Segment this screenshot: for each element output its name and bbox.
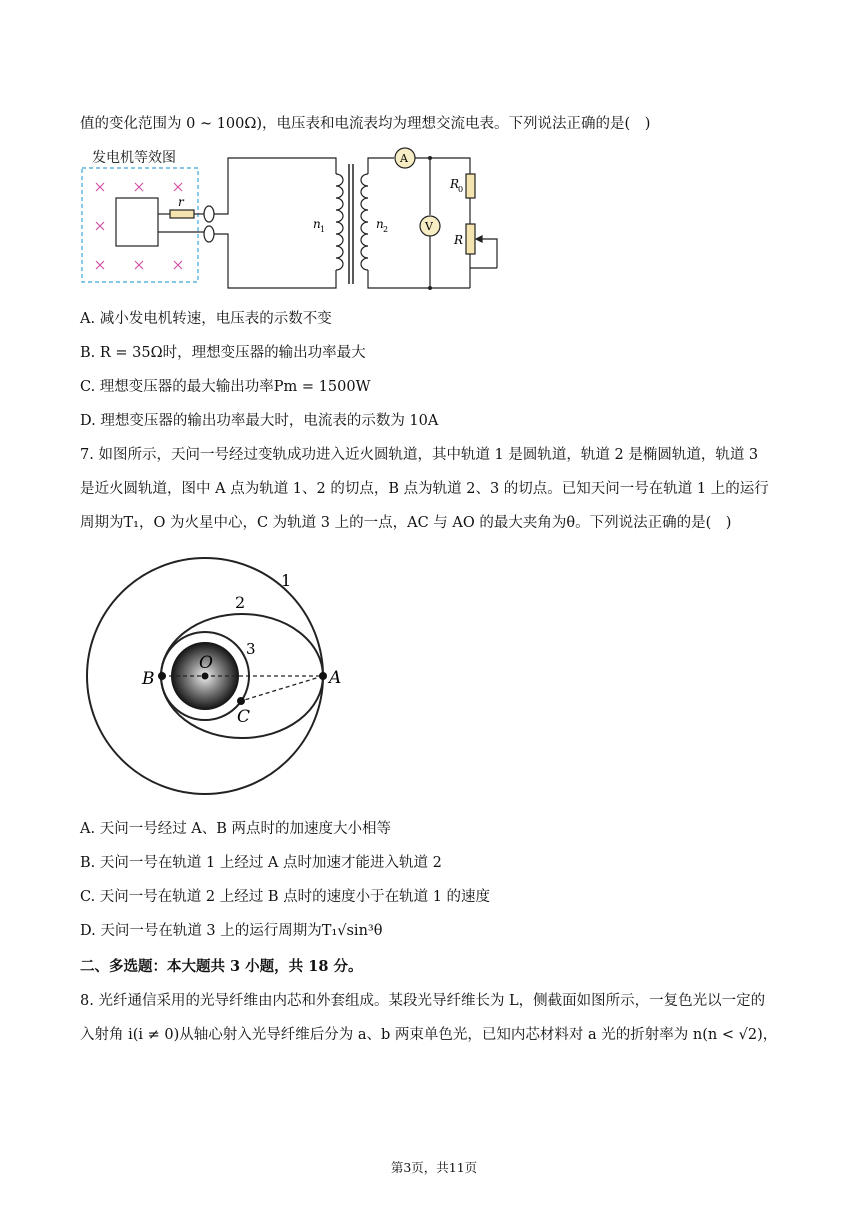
ammeter-label: A bbox=[400, 152, 408, 165]
q7-option-c: C. 天问一号在轨道 2 上经过 B 点时的速度小于在轨道 1 的速度 bbox=[80, 889, 491, 905]
q7-stem-line-1: 7. 如图所示，天问一号经过变轨成功进入近火圆轨道，其中轨道 1 是圆轨道，轨道 2 是椭圆轨道，轨道 3 bbox=[80, 447, 759, 463]
label-n2: n bbox=[376, 217, 384, 231]
q6-option-a: A. 减小发电机转速，电压表的示数不变 bbox=[80, 311, 332, 327]
label-n1: n bbox=[313, 217, 321, 231]
q8-stem-line-1: 8. 光纤通信采用的光导纤维由内芯和外套组成。某段光导纤维长为 L，侧截面如图所示，一复色光以一定的 bbox=[80, 993, 766, 1009]
q6-option-d: D. 理想变压器的输出功率最大时，电流表的示数为 10A bbox=[80, 413, 439, 429]
label-rheostat: R bbox=[454, 233, 464, 247]
generator-coil bbox=[116, 198, 158, 246]
q7-stem-line-3: 周期为T₁，O 为火星中心，C 为轨道 3 上的一点，AC 与 AO 的最大夹角为θ。下列说法正确的是( ) bbox=[80, 515, 732, 531]
internal-resistor-r bbox=[170, 210, 194, 218]
label-r0: R bbox=[450, 177, 460, 191]
slip-ring-bottom bbox=[204, 226, 214, 242]
resistor-r0 bbox=[466, 174, 475, 198]
page-footer: 第3页，共11页 bbox=[390, 1160, 478, 1175]
slip-ring-top bbox=[204, 206, 214, 222]
generator-box-title: 发电机等效图 bbox=[92, 150, 176, 166]
primary-coil bbox=[336, 174, 343, 270]
generator-transformer-circuit-diagram bbox=[78, 142, 508, 300]
orbit-3-label: 3 bbox=[246, 640, 256, 658]
rheostat-r bbox=[466, 224, 475, 254]
q7-option-a: A. 天问一号经过 A、B 两点时的加速度大小相等 bbox=[80, 821, 392, 837]
label-n2-sub: 2 bbox=[383, 225, 389, 234]
q6-option-c: C. 理想变压器的最大输出功率Pm = 1500W bbox=[80, 379, 371, 395]
q6-option-b: B. R = 35Ω时，理想变压器的输出功率最大 bbox=[80, 345, 366, 361]
secondary-coil bbox=[361, 174, 368, 270]
point-a-label: A bbox=[329, 668, 342, 688]
label-r0-sub: 0 bbox=[458, 185, 464, 194]
q8-stem-line-2: 入射角 i(i ≠ 0)从轴心射入光导纤维后分为 a、b 两束单色光，已知内芯材料对 a 光的折射率为 n(n < √2)， bbox=[80, 1027, 778, 1043]
orbit-2-label: 2 bbox=[235, 593, 246, 612]
q7-option-b: B. 天问一号在轨道 1 上经过 A 点时加速才能进入轨道 2 bbox=[80, 855, 442, 871]
point-b-label: B bbox=[142, 669, 155, 689]
label-n1-sub: 1 bbox=[320, 225, 326, 234]
point-o-label: O bbox=[199, 653, 213, 673]
orbit-1-label: 1 bbox=[281, 571, 292, 590]
q7-stem-line-2: 是近火圆轨道，图中 A 点为轨道 1、2 的切点，B 点为轨道 2、3 的切点。已知天问一号在轨道 1 上的运行 bbox=[80, 481, 769, 497]
voltmeter-label: V bbox=[425, 220, 433, 233]
q7-option-d: D. 天问一号在轨道 3 上的运行周期为T₁√sin³θ bbox=[80, 923, 383, 939]
q6-intro-line: 值的变化范围为 0 ~ 100Ω)，电压表和电流表均为理想交流电表。下列说法正确的是( ) bbox=[80, 116, 651, 132]
section-2-heading: 二、多选题：本大题共 3 小题，共 18 分。 bbox=[80, 958, 363, 975]
label-r: r bbox=[178, 195, 184, 209]
point-c-label: C bbox=[237, 707, 251, 727]
orbit-diagram bbox=[78, 550, 368, 800]
